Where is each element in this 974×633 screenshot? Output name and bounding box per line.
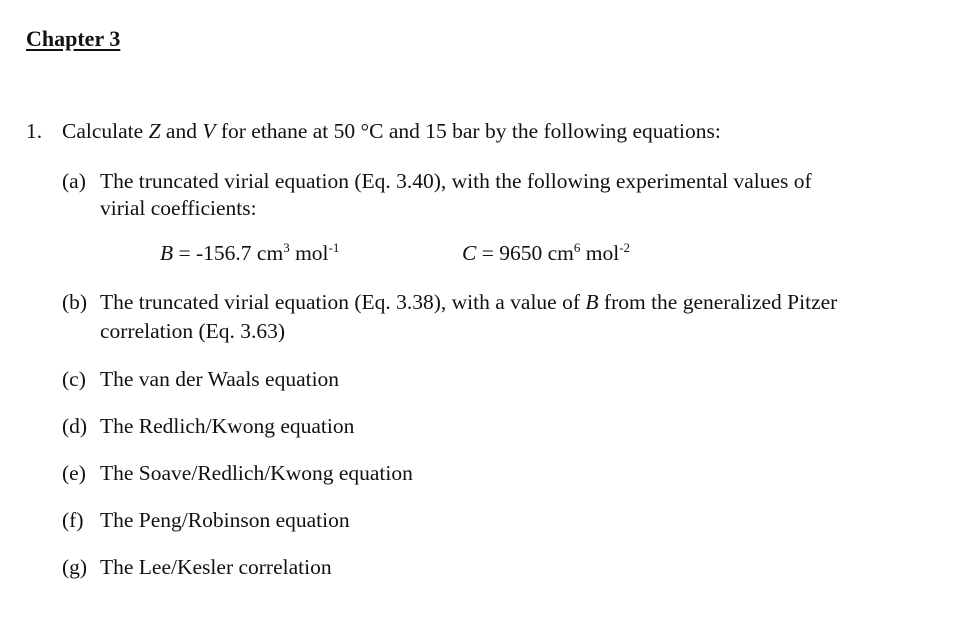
part-e-text: The Soave/Redlich/Kwong equation — [100, 461, 413, 485]
problem-and: and — [165, 119, 197, 143]
coefficient-b — [160, 240, 339, 266]
part-a-line1: The truncated virial equation (Eq. 3.40), with the following experimental values of — [100, 169, 812, 193]
coefficient-c-symbol: C — [462, 241, 477, 265]
part-a-line2: virial coefficients: — [100, 196, 257, 220]
part-b-line1 — [100, 289, 837, 315]
coefficient-b-symbol: B — [160, 241, 174, 265]
part-b-marker: (b) — [62, 290, 88, 314]
variable-z: Z — [148, 119, 161, 143]
variable-v: V — [202, 119, 216, 143]
part-f-text: The Peng/Robinson equation — [100, 508, 350, 532]
problem-lead: Calculate — [62, 119, 144, 143]
coefficient-b-mol-exp: -1 — [328, 240, 340, 255]
part-b-line1-post: from the generalized Pitzer — [603, 290, 838, 314]
coefficient-c-vol-exp: 6 — [573, 240, 581, 255]
problem-number: 1. — [26, 119, 43, 143]
part-e-marker: (e) — [62, 461, 86, 485]
coefficient-c — [462, 240, 630, 266]
problem-rest: for ethane at 50 °C and 15 bar by the following equations: — [220, 119, 721, 143]
variable-b: B — [585, 290, 599, 314]
part-a-marker: (a) — [62, 169, 86, 193]
part-c-marker: (c) — [62, 367, 86, 391]
part-d-text: The Redlich/Kwong equation — [100, 414, 355, 438]
coefficient-c-mol-exp: -2 — [619, 240, 631, 255]
coefficient-b-vol-exp: 3 — [283, 240, 290, 255]
part-g-marker: (g) — [62, 555, 88, 579]
coefficient-b-mol: mol — [295, 241, 329, 265]
coefficient-c-value: = 9650 cm — [481, 241, 574, 265]
part-d-marker: (d) — [62, 414, 88, 438]
coefficient-b-value: = -156.7 cm — [178, 241, 284, 265]
problem-statement — [62, 118, 721, 144]
chapter-heading: Chapter 3 — [26, 26, 121, 51]
part-g-text: The Lee/Kesler correlation — [100, 555, 332, 579]
coefficient-c-mol: mol — [585, 241, 620, 265]
part-b-line2: correlation (Eq. 3.63) — [100, 319, 286, 343]
part-f-marker: (f) — [62, 508, 84, 532]
part-c-text: The van der Waals equation — [100, 367, 340, 391]
part-b-line1-pre: The truncated virial equation (Eq. 3.38), with a value of — [100, 290, 581, 314]
